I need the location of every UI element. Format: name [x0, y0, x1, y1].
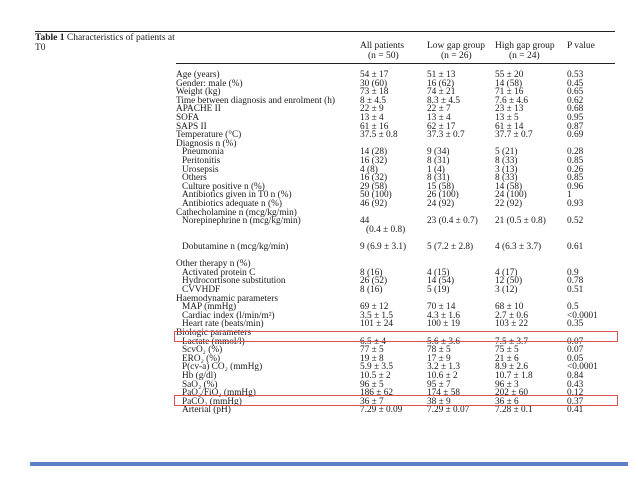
cell-all: 30 (60) — [360, 78, 388, 89]
cell-p: 0.61 — [567, 242, 584, 252]
cell-all: 77 ± 5 — [360, 345, 384, 356]
cell-all: 14 (28) — [360, 147, 388, 158]
row-label: Pneumonia — [182, 147, 224, 158]
caption-text: Characteristics of patients at T0 — [35, 33, 175, 53]
cell-all: 96 ± 5 — [360, 379, 384, 390]
cell-low: 8 (31) — [427, 156, 450, 166]
cell-high: 3 (13) — [495, 164, 518, 175]
cell-p: 0.96 — [567, 181, 584, 192]
cell-high: 75 ± 5 — [495, 345, 519, 356]
cell-p: <0.0001 — [567, 362, 598, 373]
cell-p: 0.93 — [567, 199, 584, 209]
cell-all: 10.5 ± 2 — [360, 371, 391, 381]
cell-all: 6.5 ± 4 — [360, 336, 387, 347]
cell-high: 68 ± 10 — [495, 302, 524, 313]
cell-all: 16 (32) — [360, 156, 388, 166]
cell-high: 14 (58) — [495, 181, 523, 192]
cell-all: 46 (92) — [360, 199, 388, 209]
row-label: Diagnosis n (%) — [176, 138, 237, 149]
row-label: Lactate (mmol/l) — [182, 336, 245, 347]
cell-low: 78 ± 5 — [427, 345, 451, 356]
cell-high: 55 ± 20 — [495, 70, 524, 80]
cell-all: 8 (16) — [360, 285, 383, 295]
cell-high: 4 (6.3 ± 3.7) — [495, 242, 542, 252]
cell-p: 0.9 — [567, 267, 579, 278]
cell-high: 37.7 ± 0.7 — [495, 130, 533, 141]
cell-all: 8 (16) — [360, 267, 383, 278]
table-row — [176, 405, 616, 415]
cell-p: 0.07 — [567, 336, 584, 347]
cell-p: 0.78 — [567, 276, 584, 287]
cell-p: 0.85 — [567, 173, 584, 184]
cell-high: 12 (50) — [495, 276, 523, 287]
row-label: MAP (mmHg) — [182, 302, 237, 313]
table-caption — [35, 33, 185, 53]
row-label: Biologic parameters — [176, 328, 252, 338]
cell-low: 3.2 ± 1.3 — [427, 362, 460, 373]
row-label: PaCO₂ (mmHg) — [182, 396, 242, 407]
cell-all: 9 (6.9 ± 3.1) — [360, 242, 407, 252]
cell-high: 7.28 ± 0.1 — [495, 405, 533, 416]
cell-all: 7.29 ± 0.09 — [360, 405, 403, 416]
cell-high: 23 ± 13 — [495, 104, 524, 115]
cell-low: 4 (15) — [427, 267, 450, 278]
cell-low: 70 ± 14 — [427, 302, 456, 313]
cell-all: 3.5 ± 1.5 — [360, 310, 393, 321]
cell-all: 54 ± 17 — [360, 70, 389, 80]
cell-low: 10.6 ± 2 — [427, 371, 458, 381]
cell-high: 8 (33) — [495, 156, 518, 166]
cell-low: 23 (0.4 ± 0.7) — [427, 216, 478, 227]
cell-p: 0.26 — [567, 164, 584, 175]
cell-all: 61 ± 16 — [360, 121, 389, 132]
caption-label: Table 1 — [35, 33, 65, 43]
cell-p: 0.65 — [567, 87, 584, 98]
cell-low: 1 (4) — [427, 164, 445, 175]
cell-p: 0.12 — [567, 388, 584, 399]
cell-low: 26 (100) — [427, 190, 459, 201]
cell-all: 36 ± 7 — [360, 396, 384, 407]
cell-all: 22 ± 9 — [360, 104, 384, 115]
row-label: Activated protein C — [182, 267, 256, 278]
row-label: Cathecholamine n (mcg/kg/min) — [176, 207, 297, 218]
row-label: SAPS II — [176, 121, 207, 132]
cell-p: 0.43 — [567, 379, 584, 390]
cell-high: 4 (17) — [495, 267, 518, 278]
cell-low: 5 (7.2 ± 2.8) — [427, 242, 474, 252]
cell-high: 3 (12) — [495, 285, 518, 295]
cell-high: 13 ± 5 — [495, 113, 519, 123]
row-label: Cardiac index (l/min/m²) — [182, 310, 275, 321]
cell-high: 71 ± 16 — [495, 87, 524, 98]
cell-p: <0.0001 — [567, 310, 598, 321]
cell-high: 8.9 ± 2.6 — [495, 362, 528, 373]
row-label: SaO₂ (%) — [182, 379, 218, 390]
cell-low: 38 ± 9 — [427, 396, 451, 407]
cell-high: 103 ± 22 — [495, 319, 528, 330]
row-label: Gender: male (%) — [176, 78, 243, 89]
cell-all: 16 (32) — [360, 173, 388, 184]
header-low-gap: Low gap group (n = 26) — [427, 41, 486, 61]
row-label: Heart rate (beats/min) — [182, 319, 264, 330]
cell-low: 9 (34) — [427, 147, 450, 158]
cell-low: 74 ± 21 — [427, 87, 456, 98]
cell-high: 10.7 ± 1.8 — [495, 371, 533, 381]
cell-all: 13 ± 4 — [360, 113, 384, 123]
cell-high: 5 (21) — [495, 147, 518, 158]
cell-high: 202 ± 60 — [495, 388, 528, 399]
cell-p: 0.68 — [567, 104, 584, 115]
cell-low: 51 ± 13 — [427, 70, 456, 80]
cell-high: 14 (58) — [495, 78, 523, 89]
cell-p: 0.05 — [567, 353, 584, 364]
cell-all: 4 (8) — [360, 164, 378, 175]
cell-p: 0.52 — [567, 216, 584, 227]
cell-all: 26 (52) — [360, 276, 388, 287]
cell-p: 1 — [567, 190, 572, 201]
cell-p: 0.45 — [567, 78, 584, 89]
cell-p: 0.37 — [567, 396, 584, 407]
cell-all-subvalue: (0.4 ± 0.8) — [366, 224, 406, 235]
cell-all: 29 (58) — [360, 181, 388, 192]
row-label: Other therapy n (%) — [176, 259, 251, 270]
cell-low: 62 ± 17 — [427, 121, 456, 132]
cell-low: 4.3 ± 1.6 — [427, 310, 460, 321]
cell-high: 96 ± 3 — [495, 379, 519, 390]
cell-all: 8 ± 4.5 — [360, 95, 387, 106]
cell-low: 15 (58) — [427, 181, 455, 192]
row-label: APACHE II — [176, 104, 221, 115]
cell-low: 5 (19) — [427, 285, 450, 295]
cell-low: 37.3 ± 0.7 — [427, 130, 465, 141]
cell-p: 0.51 — [567, 285, 584, 295]
cell-high: 7.6 ± 4.6 — [495, 95, 528, 106]
cell-low: 17 ± 9 — [427, 353, 451, 364]
row-label: Dobutamine n (mcg/kg/min) — [182, 242, 289, 252]
cell-p: 0.84 — [567, 371, 584, 381]
cell-p: 0.5 — [567, 302, 579, 313]
row-label: Culture positive n (%) — [182, 181, 265, 192]
cell-all: 186 ± 62 — [360, 388, 393, 399]
cell-p: 0.62 — [567, 95, 584, 106]
cell-p: 0.35 — [567, 319, 584, 330]
header-high-gap: High gap group (n = 24) — [495, 41, 555, 61]
cell-low: 95 ± 7 — [427, 379, 451, 390]
highlight-cardiac-index — [174, 331, 618, 342]
cell-high: 24 (100) — [495, 190, 527, 201]
cell-p: 0.53 — [567, 70, 584, 80]
cell-p: 0.95 — [567, 113, 584, 123]
row-label: ScvO₂ (%) — [182, 345, 223, 356]
bottom-accent-bar — [30, 462, 628, 466]
cell-p: 0.69 — [567, 130, 584, 141]
cell-all: 73 ± 18 — [360, 87, 389, 98]
cell-all: 44 — [360, 216, 370, 227]
cell-p: 0.41 — [567, 405, 584, 416]
cell-low: 22 ± 7 — [427, 104, 451, 115]
row-label: CVVHDF — [182, 285, 221, 295]
cell-p: 0.85 — [567, 156, 584, 166]
cell-low: 100 ± 19 — [427, 319, 460, 330]
row-label: P(cv-a) CO₂ (mmHg) — [182, 362, 263, 373]
cell-all: 69 ± 12 — [360, 302, 389, 313]
cell-high: 8 (33) — [495, 173, 518, 184]
row-label: Age (years) — [176, 70, 220, 80]
row-label: Others — [182, 173, 207, 184]
table-top-rule — [35, 31, 615, 32]
cell-all: 5.9 ± 3.5 — [360, 362, 393, 373]
cell-high: 7.5 ± 3.7 — [495, 336, 528, 347]
cell-low: 13 ± 4 — [427, 113, 451, 123]
row-label: Haemodynamic parameters — [176, 293, 278, 304]
cell-low: 16 (62) — [427, 78, 455, 89]
cell-high: 61 ± 14 — [495, 121, 524, 132]
row-label: Antibiotics given in T0 n (%) — [182, 190, 292, 201]
cell-low: 24 (92) — [427, 199, 455, 209]
row-label: Antibiotics adequate n (%) — [182, 199, 282, 209]
row-label: Norepinephrine n (mcg/kg/min) — [182, 216, 301, 227]
cell-high: 22 (92) — [495, 199, 523, 209]
cell-low: 14 (54) — [427, 276, 455, 287]
row-label: Temperature (°C) — [176, 130, 242, 141]
row-label: PaO₂/FiO₂ (mmHg) — [182, 388, 256, 399]
row-label: Hydrocortisone substitution — [182, 276, 286, 287]
cell-low: 7.29 ± 0.07 — [427, 405, 470, 416]
row-label: Hb (g/dl) — [182, 371, 217, 381]
header-p-value: P value — [567, 41, 595, 51]
cell-low: 8 (31) — [427, 173, 450, 184]
row-label: Urosepsis — [182, 164, 219, 175]
cell-high: 36 ± 6 — [495, 396, 519, 407]
row-label: Weight (kg) — [176, 87, 221, 98]
row-label: SOFA — [176, 113, 200, 123]
cell-high: 21 (0.5 ± 0.8) — [495, 216, 546, 227]
cell-all: 19 ± 8 — [360, 353, 384, 364]
cell-all: 37.5 ± 0.8 — [360, 130, 398, 141]
row-label: ERO₂ (%) — [182, 353, 221, 364]
table-header-rule — [176, 63, 615, 64]
cell-low: 5.6 ± 3.6 — [427, 336, 460, 347]
header-all-patients: All patients (n = 50) — [360, 41, 405, 61]
cell-high: 21 ± 6 — [495, 353, 519, 364]
cell-all: 101 ± 24 — [360, 319, 393, 330]
cell-low: 8.3 ± 4.5 — [427, 95, 460, 106]
cell-p: 0.07 — [567, 345, 584, 356]
cell-all: 50 (100) — [360, 190, 392, 201]
cell-p: 0.87 — [567, 121, 584, 132]
row-label: Arterial (pH) — [182, 405, 231, 416]
cell-low: 174 ± 58 — [427, 388, 460, 399]
row-label: Time between diagnosis and enrolment (h) — [176, 95, 335, 106]
cell-high: 2.7 ± 0.6 — [495, 310, 528, 321]
row-label: Peritonitis — [182, 156, 221, 166]
cell-p: 0.28 — [567, 147, 584, 158]
highlight-pcv-a-co2 — [174, 395, 618, 406]
